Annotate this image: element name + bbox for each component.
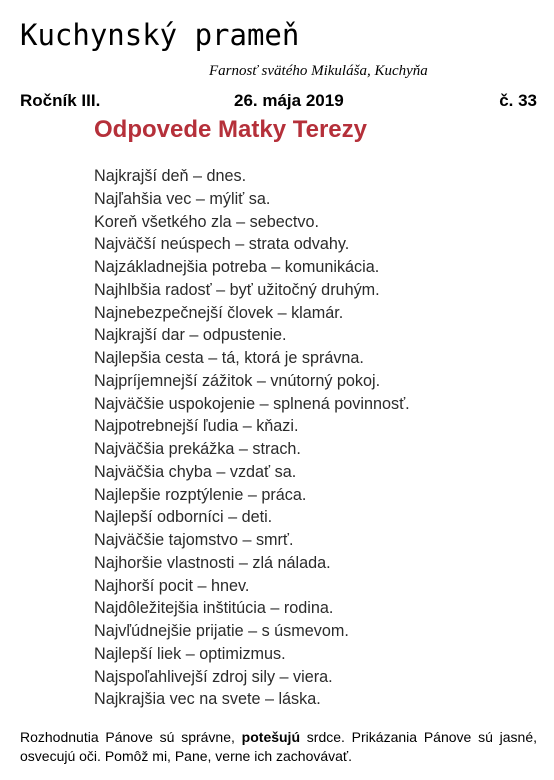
quote-line: Najväčšia prekážka – strach. [94, 440, 301, 458]
volume-label: Ročník III. [20, 91, 101, 110]
quote-line: Najväčšie tajomstvo – smrť. [94, 531, 294, 549]
quote-list [94, 165, 410, 711]
quote-line: Najväčší neúspech – strata odvahy. [94, 235, 350, 254]
quote-line: Najnebezpečnejší človek – klamár. [94, 303, 344, 322]
footer-text-bold: potešujú [241, 729, 301, 745]
quote-line: Najpríjemnejší zážitok – vnútorný pokoj. [94, 371, 381, 390]
quote-line: Najpotrebnejší ľudia – kňazi. [94, 417, 299, 436]
quote-line: Najzákladnejšia potreba – komunikácia. [94, 258, 380, 276]
quote-line: Najľahšia vec – mýliť sa. [94, 189, 271, 208]
quote-line: Najlepšie rozptýlenie – práca. [94, 485, 307, 504]
quote-image [82, 112, 462, 720]
quote-line: Najdôležitejšia inštitúcia – rodina. [94, 599, 334, 618]
quote-line: Najhlbšia radosť – byť užitočný druhým. [94, 280, 380, 299]
quote-line: Najlepší odborníci – deti. [94, 508, 273, 527]
quote-line: Najlepší liek – optimizmus. [94, 644, 286, 663]
quote-line: Najväčšia chyba – vzdať sa. [94, 462, 297, 481]
footer-text-end: srdce. Prikázania Pánove sú jasné, osvecujú oči. Pomôž mi, Pane, verne ich zachovávať. [20, 729, 537, 764]
quote-line: Najlepšia cesta – tá, ktorá je správna. [94, 349, 364, 367]
quote-line: Najkrajší deň – dnes. [94, 167, 247, 185]
quote-line: Najvľúdnejšie prijatie – s úsmevom. [94, 622, 349, 640]
quote-line: Najhorší pocit – hnev. [94, 576, 250, 595]
quote-line: Najhoršie vlastnosti – zlá nálada. [94, 553, 331, 572]
footer-verse [20, 728, 537, 766]
quote-line: Najkrajší dar – odpustenie. [94, 326, 287, 345]
issue-date: 26. mája 2019 [234, 91, 344, 110]
footer-text-start: Rozhodnutia Pánove sú správne, [20, 729, 242, 745]
quote-line: Najväčšie uspokojenie – splnená povinnosť. [94, 394, 410, 413]
quote-line: Koreň všetkého zla – sebectvo. [94, 212, 319, 231]
parish-subtitle: Farnosť svätého Mikuláša, Kuchyňa [209, 63, 428, 79]
article-heading: Odpovede Matky Terezy [94, 116, 367, 143]
quote-line: Najspoľahlivejší zdroj sily – viera. [94, 667, 333, 686]
newsletter-title: Kuchynský prameň [20, 18, 300, 52]
issue-number: č. 33 [499, 91, 537, 110]
issue-info-bar [20, 91, 537, 113]
quote-line: Najkrajšia vec na svete – láska. [94, 690, 321, 709]
